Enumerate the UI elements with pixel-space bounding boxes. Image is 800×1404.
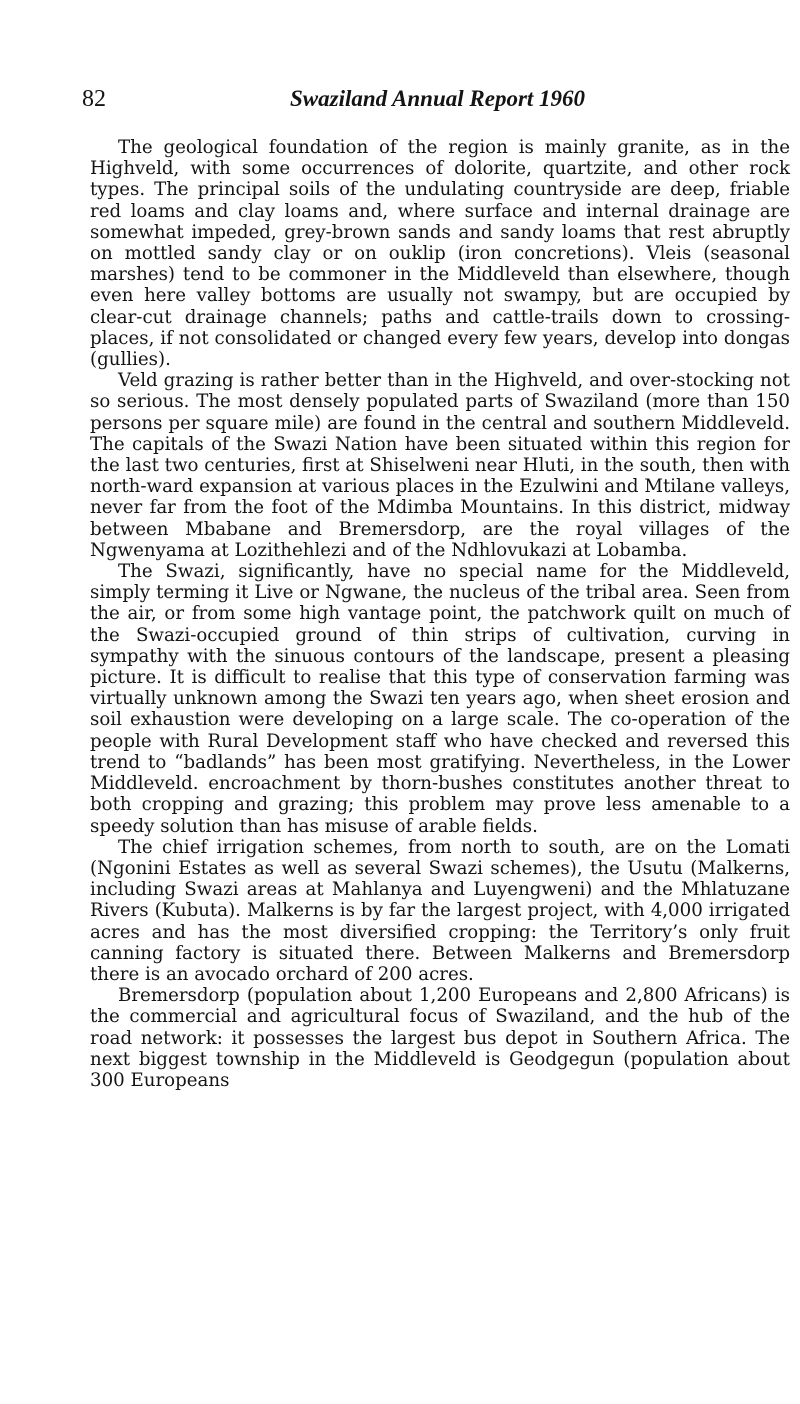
paragraph-swazi-middleveld: The Swazi, significantly, have no special name for the Middleveld, simply terming it Live or Ngwane, the nucleus of the tribal area. Seen from the air, or from some high vantage point, the patchwork quilt on much of the Swazi-occupied ground of thin strips of cultivation, curving in sympathy with the sinuous contours of the landscape, present a pleasing picture. It is difficult to realise that this type of conservation farming was virtually unknown among the Swazi ten years ago, when sheet erosion and soil exhaustion were developing on a large scale. The co-operation of the people with Rural Development staff who have checked and reversed this trend to “badlands” has been most gratifying. Nevertheless, in the Lower Middleveld. encroachment by thorn-bushes constitutes another threat to both cropping and grazing; this problem may prove less amenable to a speedy solution than has misuse of arable fields. — [90, 561, 790, 837]
body-text — [90, 137, 790, 1091]
page-header — [82, 86, 722, 120]
paragraph-bremersdorp: Bremersdorp (population about 1,200 Europeans and 2,800 Africans) is the commercial and agricultural focus of Swaziland, and the hub of the road network: it possesses the largest bus depot in Southern Africa. The next biggest township in the Middleveld is Geodgegun (population about 300 Europeans — [90, 985, 790, 1091]
paragraph-irrigation: The chief irrigation schemes, from north to south, are on the Lomati (Ngonini Estates as well as several Swazi schemes), the Usutu (Malkerns, including Swazi areas at Mahlanya and Luyengweni) and the Mhlatuzane Rivers (Kubuta). Malkerns is by far the largest project, with 4,000 irrigated acres and has the most diversified cropping: the Territory’s only fruit canning factory is situated there. Between Malkerns and Bremersdorp there is an avocado orchard of 200 acres. — [90, 836, 790, 985]
paragraph-geology: The geological foundation of the region is mainly granite, as in the Highveld, with some occurrences of dolorite, quartzite, and other rock types. The principal soils of the undulating countryside are deep, friable red loams and clay loams and, where surface and internal drainage are somewhat impeded, grey-brown sands and sandy loams that rest abruptly on mottled sandy clay or on ouklip (iron concretions). Vleis (seasonal marshes) tend to be commoner in the Middleveld than elsewhere, though even here valley bottoms are usually not swampy, but are occupied by clear-cut drainage channels; paths and cattle-trails down to crossing-places, if not consolidated or changed every few years, develop into dongas (gullies). — [90, 137, 790, 371]
page-number: 82 — [82, 86, 106, 112]
running-title: Swaziland Annual Report 1960 — [290, 86, 586, 111]
paragraph-grazing: Veld grazing is rather better than in the Highveld, and over-stocking not so serious. The most densely populated parts of Swaziland (more than 150 persons per square mile) are found in the central and southern Middleveld. The capitals of the Swazi Nation have been situated within this region for the last two centuries, first at Shiselweni near Hluti, in the south, then with north-ward expansion at various places in the Ezulwini and Mtilane valleys, never far from the foot of the Mdimba Mountains. In this district, midway between Mbabane and Bremersdorp, are the royal villages of the Ngwenyama at Lozithehlezi and of the Ndhlovukazi at Lobamba. — [90, 370, 790, 561]
